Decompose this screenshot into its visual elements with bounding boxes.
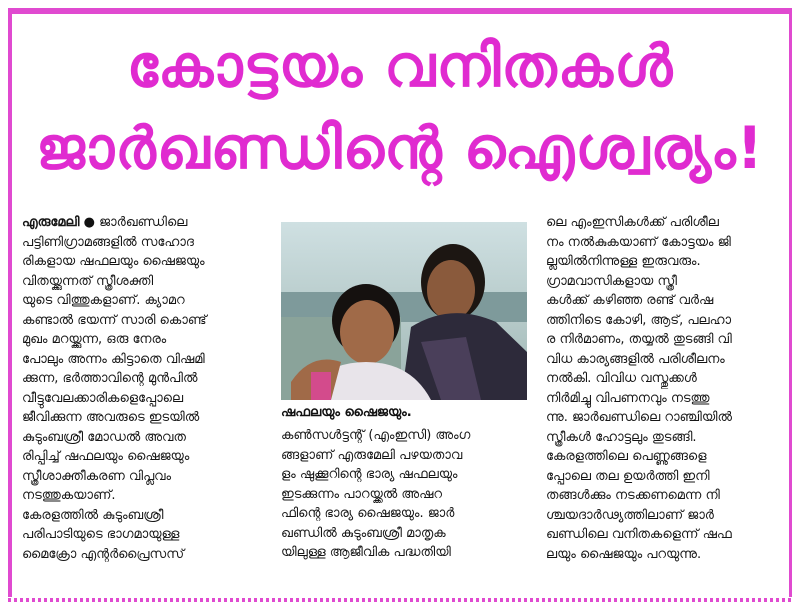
photo-illustration	[281, 222, 527, 400]
article-column-2: കൺസൾട്ടന്റ് (എംഇസി) അംഗ ങ്ങളാണ് എരുമേലി പഴയതാവ ളം ഷുക്കൂറിന്റെ ഭാര്യ ഷഫലയും ഇടക്കുന്നം പാറയ്ക്കൽ അഷറ ഫിന്റെ ഭാര്യ ഷൈജയും. ജാർ ഖണ്ഡിൽ കുടുംബശ്രീ മാതൃക യിലുള്ള ആജീവിക പദ്ധതിയി	[281, 428, 471, 560]
headline-line-1: കോട്ടയം വനിതകൾ	[126, 32, 674, 100]
bullet-icon: ●	[83, 215, 95, 230]
column-1-text: ജാർഖണ്ഡിലെ പട്ടിണിഗ്രാമങ്ങളിൽ സഹോദ രികളായ ഷഫലയും ഷൈജയും വിതയ്ക്കുന്നത് സ്ത്രീശക്തി യുടെ വിത്തുകളാണ്. ക്യാമറ കണ്ടാൽ ഭയന്ന് സാരി കൊണ്ട് മുഖം മറയ്ക്കുന്ന, ഒരു നേരം പോലും അന്നം കിട്ടാതെ വിഷമി ക്കുന്ന, ഭർത്താവിന്റെ മുൻപിൽ വീട്ടുവേലക്കാരികളെപ്പോലെ ജീവിക്കുന്ന അവരുടെ ഇടയിൽ കുടുംബശ്രീ മോഡൽ അവത രിപ്പിച്ച് ഷഫലയും ഷൈജയും സ്ത്രീശാക്തീകരണ വിപ്ലവം നടത്തുകയാണ്. കേരളത്തിൽ കുടുംബശ്രീ പരിപാടിയുടെ ഭാഗമായുള്ള മൈക്രോ എന്റർപ്രൈസസ്	[22, 215, 207, 562]
article-column-3: ലെ എംഇസികൾക്ക് പരിശീല നം നൽകുകയാണ് കോട്ടയം ജി ല്ലയിൽനിന്നുള്ള ഇരുവരും. ഗ്രാമവാസികളായ സ്ത്രീ കൾക്ക് കഴിഞ്ഞ രണ്ട് വർഷ ത്തിനിടെ കോഴി, ആട്, പലഹാ ര നിർമാണം, തയ്യൽ തുടങ്ങി വി വിധ കാര്യങ്ങളിൽ പരിശീലനം നൽകി. വിവിധ വസ്തുക്കൾ നിർമിച്ചു വിപണനവും നടത്തു ന്നു. ജാർഖണ്ഡിലെ റാഞ്ചിയിൽ സ്ത്രീകൾ ഹോട്ടലും തുടങ്ങി. കേരളത്തിലെ പെണ്ണുങ്ങളെ പ്പോലെ തല ഉയർത്തി ഇനി തങ്ങൾക്കും നടക്കണമെന്ന നി ശ്ചയദാർഢ്യത്തിലാണ് ജാർ ഖണ്ഡിലെ വനിതകളെന്ന് ഷഫ ലയും ഷൈജയും പറയുന്നു.	[546, 215, 732, 562]
photo-two-women	[281, 222, 527, 400]
photo-caption: ഷഫലയും ഷൈജയും.	[281, 405, 412, 420]
dateline: എരുമേലി	[22, 215, 80, 230]
headline-line-2: ജാർഖണ്ഡിന്റെ ഐശ്വര്യം!	[36, 114, 764, 182]
article-column-1	[22, 213, 269, 564]
bottom-border	[8, 598, 792, 602]
